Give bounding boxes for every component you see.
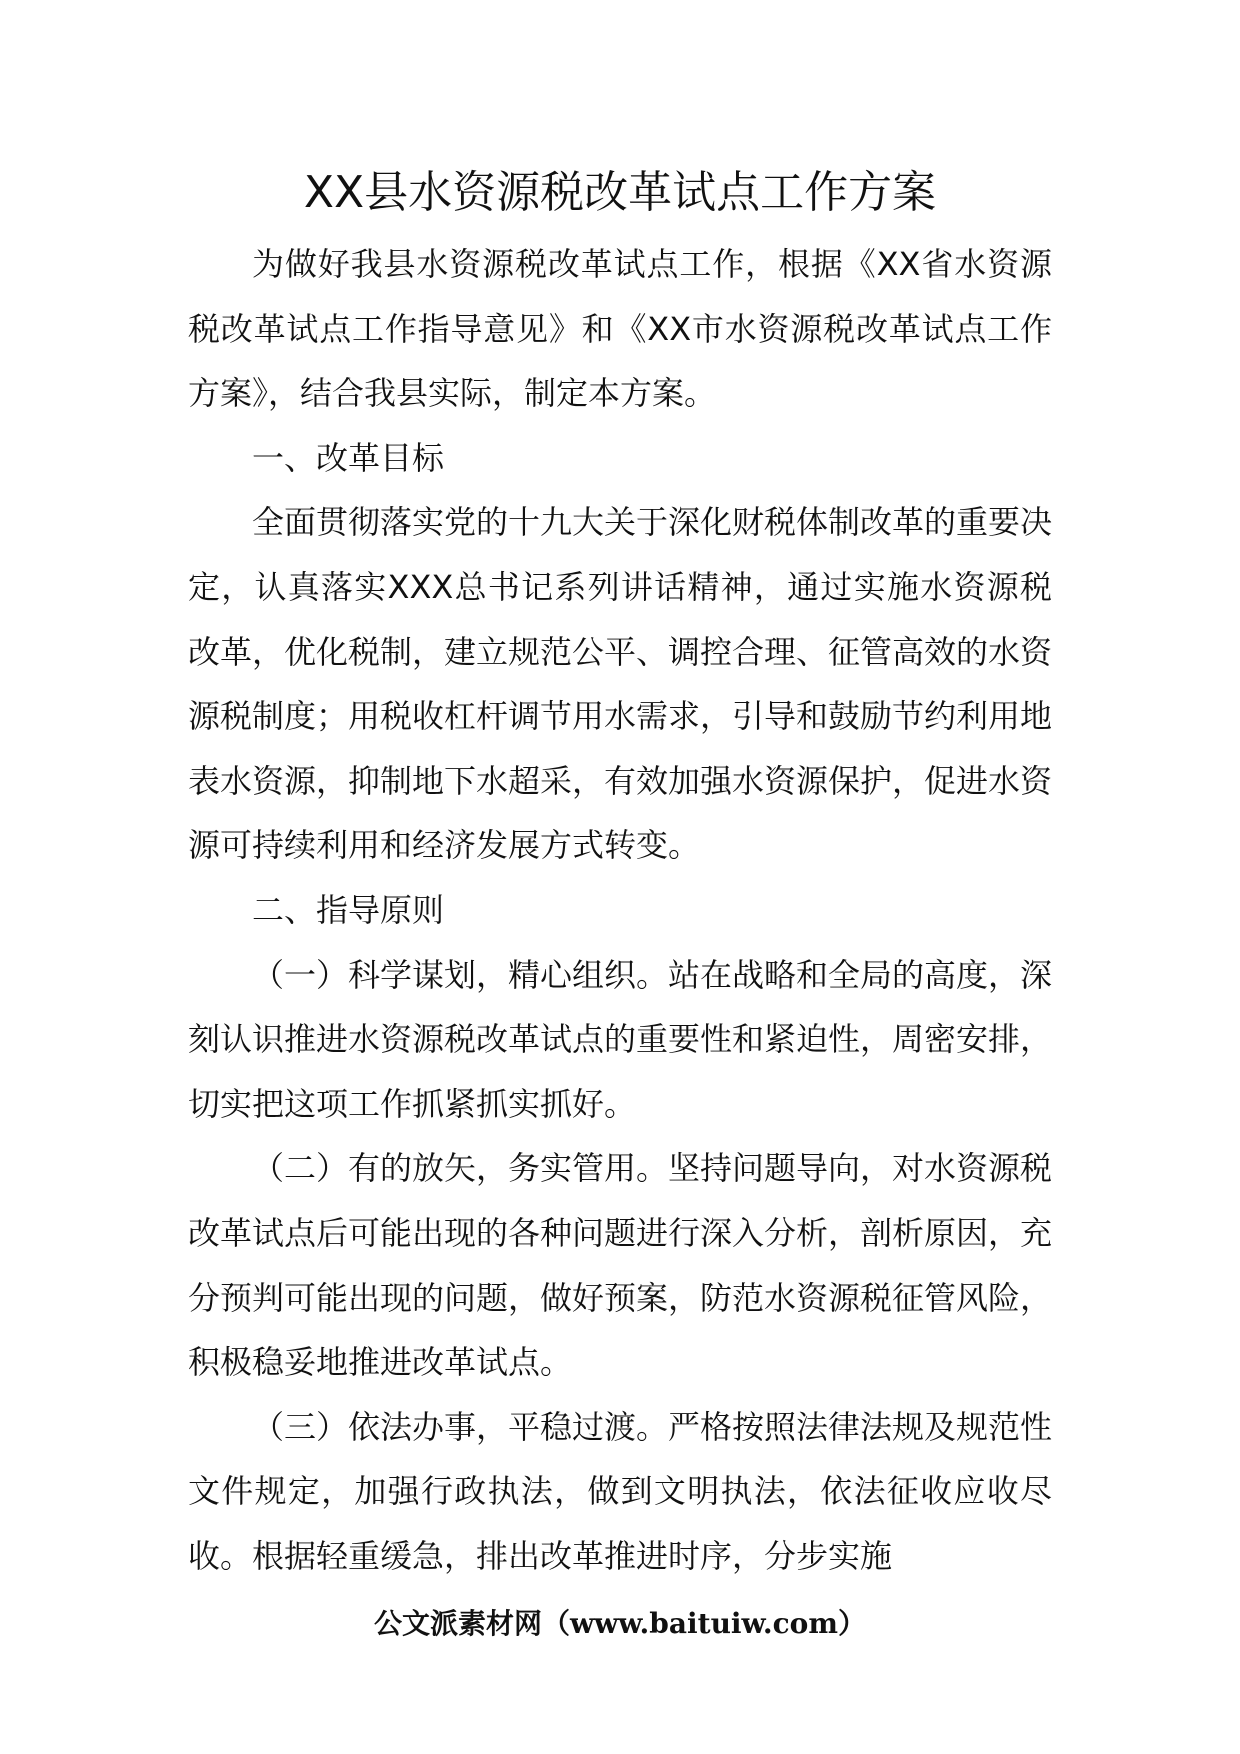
paragraph-reform-goals: 全面贯彻落实党的十九大关于深化财税体制改革的重要决定，认真落实XXX总书记系列讲话精神，通过实施水资源税改革，优化税制，建立规范公平、调控合理、征管高效的水资源税制度；用税收杠杆调节用水需求，引导和鼓励节约利用地表水资源，抑制地下水超采，有效加强水资源保护，促进水资源可持续利用和经济发展方式转变。 <box>188 503 1053 865</box>
document-title: XX县水资源税改革试点工作方案 <box>303 167 937 218</box>
paragraph-principle-2: （二）有的放矢，务实管用。坚持问题导向，对水资源税改革试点后可能出现的各种问题进行深入分析，剖析原因，充分预判可能出现的问题，做好预案，防范水资源税征管风险，积极稳妥地推进改革试点。 <box>188 1149 1053 1382</box>
footer-source: 公文派素材网（www.baituiw.com） <box>374 1607 866 1640</box>
section-heading-reform-goals: 一、改革目标 <box>252 438 445 477</box>
paragraph-intro: 为做好我县水资源税改革试点工作，根据《XX省水资源税改革试点工作指导意见》和《XX市水资源税改革试点工作方案》，结合我县实际，制定本方案。 <box>188 245 1052 413</box>
section-heading-guiding-principles: 二、指导原则 <box>252 890 445 929</box>
document-body <box>188 232 1052 1588</box>
paragraph-principle-1: （一）科学谋划，精心组织。站在战略和全局的高度，深刻认识推进水资源税改革试点的重要性和紧迫性，周密安排，切实把这项工作抓紧抓实抓好。 <box>188 955 1053 1123</box>
paragraph-principle-3: （三）依法办事，平稳过渡。严格按照法律法规及规范性文件规定，加强行政执法，做到文明执法，依法征收应收尽收。根据轻重缓急，排出改革推进时序，分步实施 <box>188 1407 1053 1575</box>
